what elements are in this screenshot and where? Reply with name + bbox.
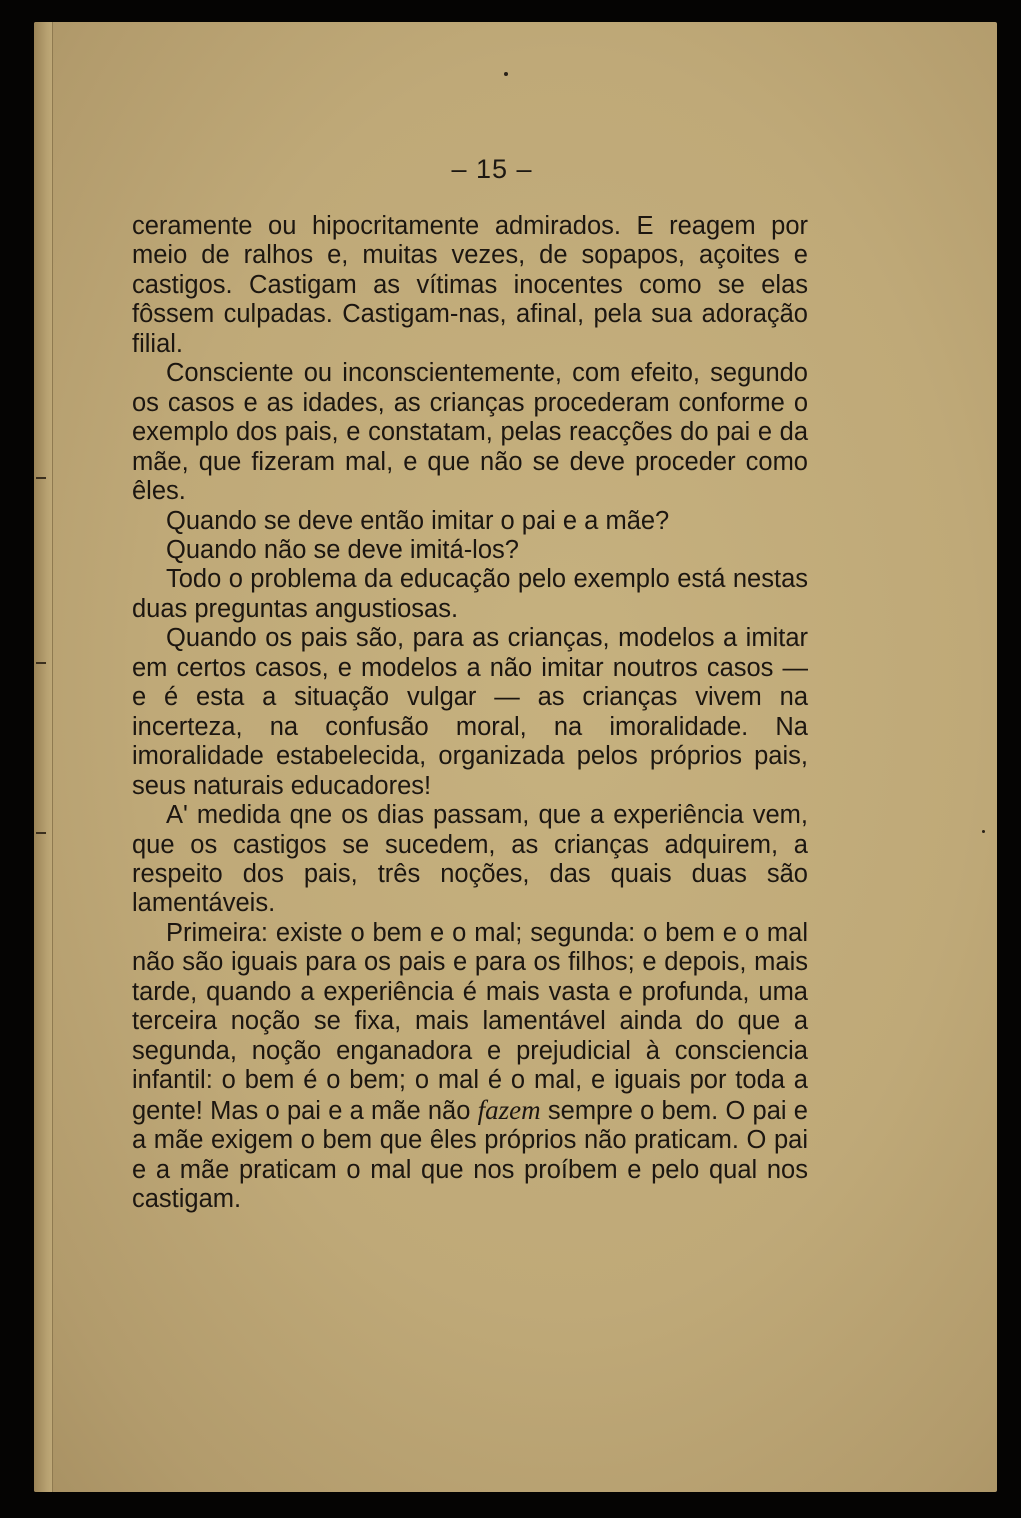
paragraph: ceramente ou hipocritamente admirados. E reagem por meio de ralhos e, muitas vezes, de sopapos, açoites e castigos. Castigam as vítimas inocentes como se elas fôssem culpadas. Castigam-nas, afinal, pela sua adoração filial.	[132, 212, 808, 358]
paragraph: Quando se deve então imitar o pai e a mãe?	[166, 506, 670, 535]
paragraph: Todo o problema da educação pelo exemplo está nestas duas preguntas angustiosas.	[132, 565, 808, 623]
paper-speck	[504, 72, 508, 76]
page-number: – 15 –	[451, 154, 533, 184]
binding-edge	[34, 22, 53, 1492]
binding-mark	[36, 832, 46, 834]
body-text	[132, 212, 808, 1214]
paragraph: Quando os pais são, para as crianças, modelos a imitar em certos casos, e modelos a não imitar noutros casos — e é esta a situação vulgar — as crianças vivem na incerteza, na confusão moral, na imoralidade. Na imoralidade estabelecida, organizada pelos próprios pais, seus naturais educadores!	[132, 624, 808, 800]
final-paragraph-start: Primeira: existe o bem e o mal; segunda: o bem e o mal não são iguais para os pais e para os filhos; e depois, mais tarde, quando a experiência é mais vasta e profunda, uma terceira noção se fixa, mais lamentável ainda do que a segunda, noção enganadora e prejudicial à consciencia infantil: o bem é o bem; o mal é o mal, e iguais por toda a gente! Mas o pai e a mãe não	[132, 918, 808, 1125]
binding-mark	[36, 662, 46, 664]
book-page	[34, 22, 997, 1492]
paper-speck	[982, 830, 985, 833]
paragraph: A' medida qne os dias passam, que a experiência vem, que os castigos se sucedem, as crianças adquirem, a respeito dos pais, três noções, das quais duas são lamentáveis.	[132, 801, 808, 918]
paragraph: Consciente ou inconscientemente, com efeito, segundo os casos e as idades, as crianças procederam conforme o exemplo dos pais, e constatam, pelas reacções do pai e da mãe, que fizeram mal, e que não se deve proceder como êles.	[132, 359, 808, 506]
binding-mark	[36, 477, 46, 479]
final-paragraph-end: sempre o bem. O pai e a mãe exigem o bem que êles próprios não praticam. O pai e a mãe praticam o mal que nos proíbem e pelo qual nos castigam.	[132, 1096, 808, 1213]
paragraph: Quando não se deve imitá-los?	[166, 535, 519, 564]
italic-word: fazem	[477, 1094, 541, 1125]
final-paragraph	[132, 919, 808, 1215]
